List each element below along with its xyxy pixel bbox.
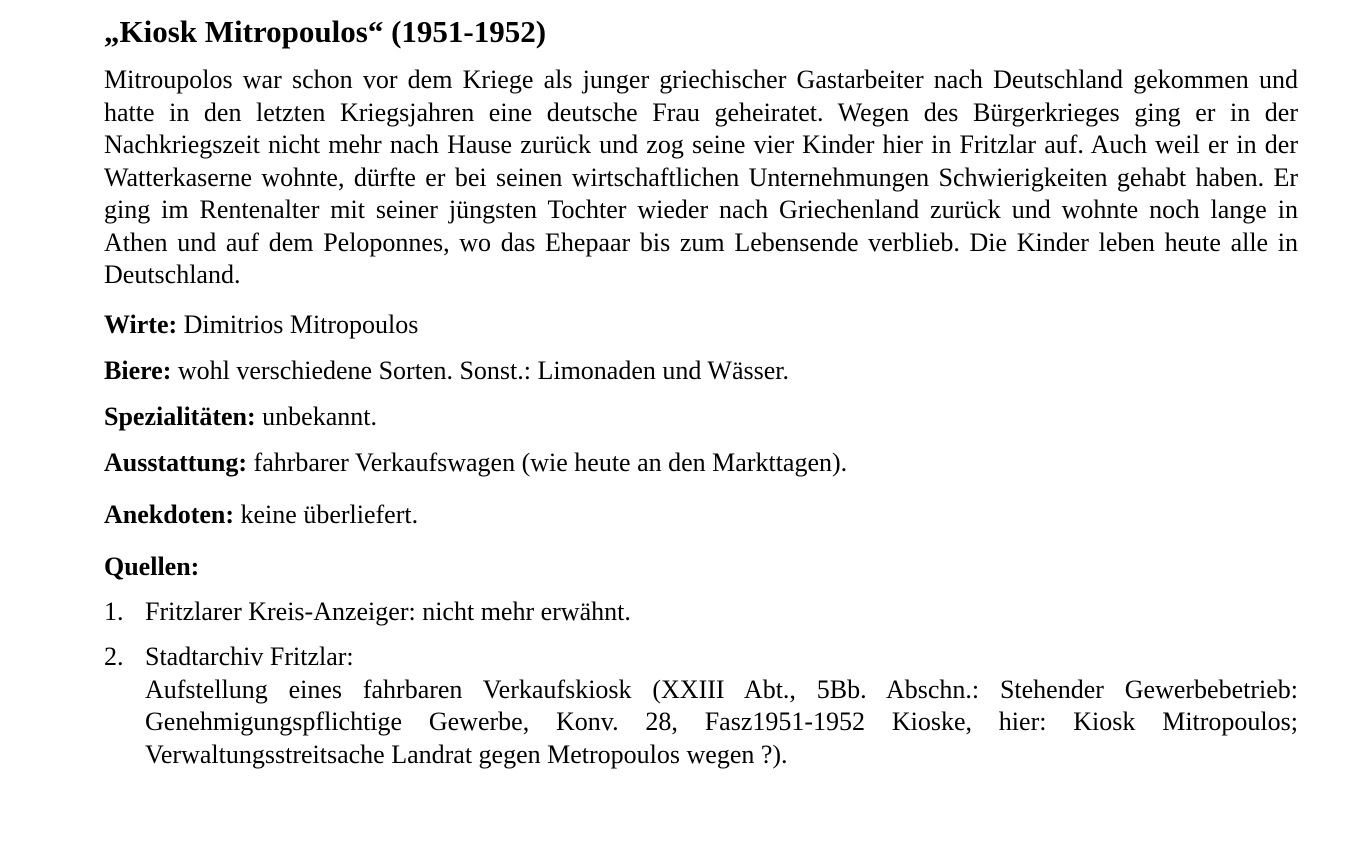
field-value: unbekannt. <box>262 401 377 431</box>
source-detail: Aufstellung eines fahrbaren Verkaufskiosk (XXIII Abt., 5Bb. Abschn.: Stehender Gewerbebetrieb: Genehmigungspflichtige Gewerbe, Konv. 28, Fasz1951-1952 Kioske, hier: Kiosk Mitropoulos; Verwaltungsstreitsache Landrat gegen Metropoulos wegen ?). <box>145 674 1298 769</box>
field-biere <box>104 354 1298 387</box>
field-spezialitaeten <box>104 400 1298 433</box>
sources-heading: Quellen: <box>104 551 200 581</box>
field-value: keine überliefert. <box>240 499 419 529</box>
source-text: Stadtarchiv Fritzlar: <box>145 642 354 671</box>
field-label: Spezialitäten: <box>104 401 256 431</box>
field-value: fahrbarer Verkaufswagen (wie heute an den Markttagen). <box>253 447 848 477</box>
document-page <box>104 10 1298 784</box>
field-ausstattung <box>104 446 1298 479</box>
field-anekdoten <box>104 498 1298 531</box>
field-label: Anekdoten: <box>104 499 235 529</box>
field-label: Ausstattung: <box>104 447 248 477</box>
field-value: wohl verschiedene Sorten. Sonst.: Limonaden und Wässer. <box>177 355 790 385</box>
source-number: 2. <box>104 642 124 671</box>
field-label: Wirte: <box>104 309 178 339</box>
source-item-1 <box>104 596 1298 629</box>
sources-list <box>104 596 1298 772</box>
field-wirte <box>104 308 1298 341</box>
field-label: Biere: <box>104 355 172 385</box>
source-text: Fritzlarer Kreis-Anzeiger: nicht mehr erwähnt. <box>145 596 631 626</box>
intro-paragraph: Mitroupolos war schon vor dem Kriege als junger griechischer Gastarbeiter nach Deutschland gekommen und hatte in den letzten Kriegsjahren eine deutsche Frau geheiratet. Wegen des Bürgerkrieges ging er in der Nachkriegszeit nicht mehr nach Hause zurück und zog seine vier Kinder hier in Fritzlar auf. Auch weil er in der Watterkaserne wohnte, dürfte er bei seinen wirtschaftlichen Unternehmungen Schwierigkeiten gehabt haben. Er ging im Rentenalter mit seiner jüngsten Tochter wieder nach Griechenland zurück und wohnte noch lange in Athen und auf dem Peloponnes, wo das Ehepaar bis zum Lebensende verblieb. Die Kinder leben heute alle in Deutschland. <box>104 65 1298 289</box>
source-item-2 <box>104 641 1298 771</box>
source-number: 1. <box>104 596 124 626</box>
field-value: Dimitrios Mitropoulos <box>183 309 419 339</box>
page-title: „Kiosk Mitropoulos“ (1951-1952) <box>104 14 547 49</box>
